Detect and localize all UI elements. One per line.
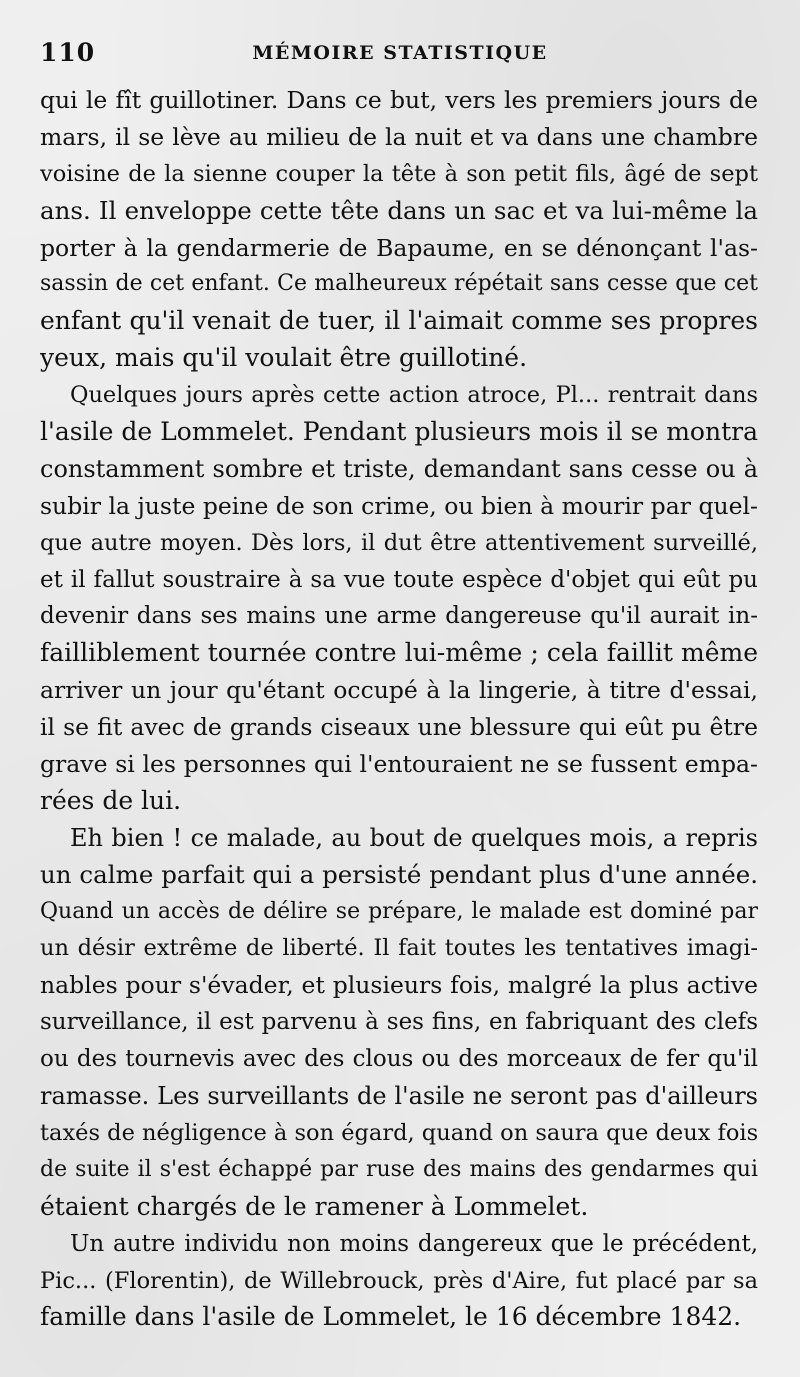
text-line: Quelques jours après cette action atroce, Pl... rentrait dans xyxy=(70,382,758,409)
text-line: un désir extrême de liberté. Il fait toutes les tentatives imagi- xyxy=(40,935,758,962)
text-line: mars, il se lève au milieu de la nuit et va dans une chambre xyxy=(40,122,758,151)
text-line: de suite il s'est échappé par ruse des mains des gendarmes qui xyxy=(40,1156,758,1182)
text-line: l'asile de Lommelet. Pendant plusieurs mois il se montra xyxy=(40,417,758,447)
text-line: un calme parfait qui a persisté pendant plus d'une année. xyxy=(40,859,758,889)
text-line: failliblement tournée contre lui-même ; cela faillit même xyxy=(40,638,758,668)
text-line: étaient chargés de le ramener à Lommelet. xyxy=(40,1191,589,1221)
text-line: Un autre individu non moins dangereux que le précédent, xyxy=(70,1230,758,1257)
text-line: famille dans l'asile de Lommelet, le 16 décembre 1842. xyxy=(40,1302,742,1332)
text-line: et il fallut soustraire à sa vue toute espèce d'objet qui eût pu xyxy=(40,566,758,593)
text-line: ans. Il enveloppe cette tête dans un sac et va lui-même la xyxy=(40,195,758,225)
body-text xyxy=(40,82,758,1336)
text-line: devenir dans ses mains une arme dangereuse qu'il aurait in- xyxy=(40,603,758,630)
text-line: porter à la gendarmerie de Bapaume, en se dénonçant l'as- xyxy=(40,233,758,262)
page-number: 110 xyxy=(40,38,96,67)
text-line: nables pour s'évader, et plusieurs fois, malgré la plus active xyxy=(40,971,758,1000)
text-line: que autre moyen. Dès lors, il dut être attentivement surveillé, xyxy=(40,529,758,556)
text-line: il se fit avec de grands ciseaux une blessure qui eût pu être xyxy=(40,713,758,742)
text-line: surveillance, il est parvenu à ses fins, en fabriquant des clefs xyxy=(40,1009,758,1036)
text-line: Eh bien ! ce malade, au bout de quelques mois, a repris xyxy=(70,823,758,852)
text-line: Quand un accès de délire se prépare, le malade est dominé par xyxy=(40,898,758,924)
text-line: rées de lui. xyxy=(40,785,182,815)
text-line: sassin de cet enfant. Ce malheureux répétait sans cesse que cet xyxy=(40,271,758,297)
text-line: arriver un jour qu'étant occupé à la lingerie, à titre d'essai, xyxy=(40,676,758,705)
text-line: subir la juste peine de son crime, ou bien à mourir par quel- xyxy=(40,491,758,520)
page-header xyxy=(40,38,760,68)
running-title: MÉMOIRE STATISTIQUE xyxy=(252,42,548,64)
text-line: enfant qu'il venait de tuer, il l'aimait comme ses propres xyxy=(40,306,758,336)
text-line: ramasse. Les surveillants de l'asile ne seront pas d'ailleurs xyxy=(40,1082,758,1111)
text-line: Pic... (Florentin), de Willebrouck, près d'Aire, fut placé par sa xyxy=(40,1267,758,1294)
text-line: taxés de négligence à son égard, quand on saura que deux fois xyxy=(40,1119,758,1146)
text-line: qui le fît guillotiner. Dans ce but, vers les premiers jours de xyxy=(40,86,758,114)
text-line: constamment sombre et triste, demandant sans cesse ou à xyxy=(40,454,758,483)
text-line: yeux, mais qu'il voulait être guillotiné. xyxy=(40,343,528,373)
text-line: grave si les personnes qui l'entouraient ne se fussent empa- xyxy=(40,750,758,779)
text-line: ou des tournevis avec des clous ou des morceaux de fer qu'il xyxy=(40,1046,758,1073)
text-line: voisine de la sienne couper la tête à son petit fils, âgé de sept xyxy=(40,160,758,187)
